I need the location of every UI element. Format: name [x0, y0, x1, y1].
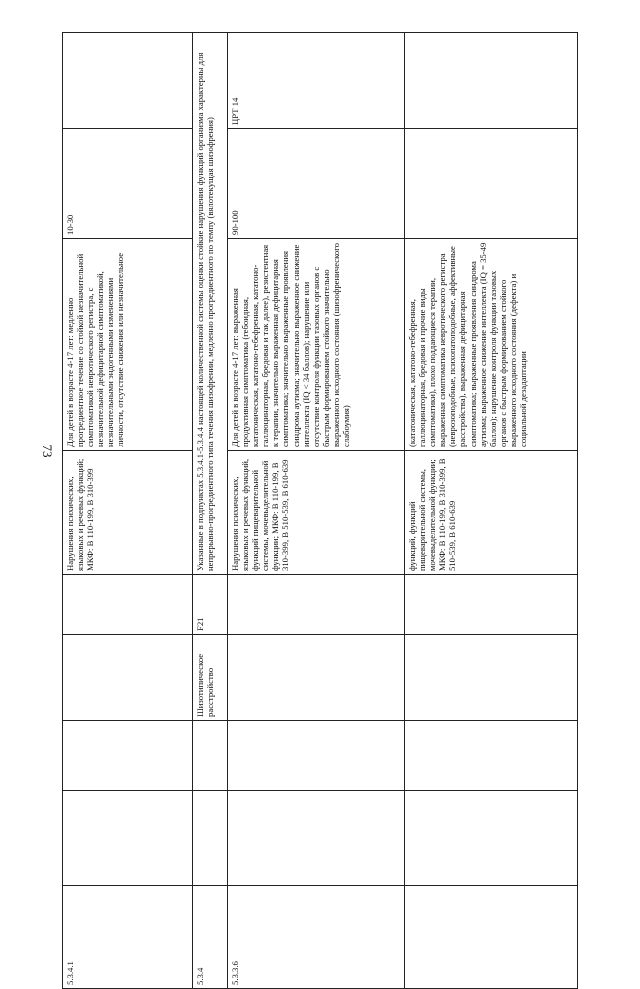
diagnosis-cell [227, 634, 405, 721]
extra2-cell [404, 790, 578, 886]
id-cell: 5.3.4.1 [62, 885, 193, 989]
page-number: 73 [40, 444, 55, 458]
extra1-cell [62, 720, 193, 791]
impairments-cell: Нарушения психических, языковых и речевых функций; МКФ: В 110-199, В 310-399 [62, 450, 193, 575]
table-rotator [62, 33, 577, 985]
diagnosis-cell [62, 634, 193, 721]
id-cell [404, 885, 578, 989]
description-cell: (кататоническая, кататоно-гебефренная, галлюцинаторная, бредовая и прочие виды симптоматики), плохо поддающиеся терапии, выраженная симптоматика невротического регистра (неврозоподобные, психопатоподобные, аффективные расстройства), выраженная дефицитарная симптоматика; выраженные проявления синдрома аутизма; выраженное снижение интеллекта (IQ = 35-49 баллов); нарушение контроля функции тазовых органов с быстрым формированием стойкого выраженного исходного состояния (дефекта) и социальной дезадаптации [404, 238, 578, 451]
code-cell [62, 574, 193, 635]
diagnosis-cell: Шизотипическое расстройство [192, 634, 228, 721]
extra1-cell [404, 720, 578, 791]
diagnosis-cell [404, 634, 578, 721]
code-cell [404, 574, 578, 635]
extra2-cell [62, 790, 193, 886]
id-cell: 5.3.3.6 [227, 885, 405, 989]
impairments-cell: Нарушения психических, языковых и речевых функций, функций пищеварительной системы, мочевыделительной функции; МКФ: В 110-199, В 310-399, В 510-539, В 610-639 [227, 450, 405, 575]
percent-cell [404, 128, 578, 239]
code-cell: F21 [192, 574, 228, 635]
description-cell: Для детей в возрасте 4-17 лет: медленно прогредиентное течение со стойкой незначительной симптоматикой невротического регистра, с незначительной дефицитарной симптоматикой, незначительными эндогенными изменениями личности, отсутствие снижения или незначительное [62, 238, 193, 451]
extra1-cell [192, 720, 228, 791]
note-cell: ЦРТ 14 [227, 32, 405, 129]
impairments-cell: функций, функций пищеварительной системы, мочевыделительной функции; МКФ: В 110-199, В 310-399, В 510-539, В 610-639 [404, 450, 578, 575]
description-cell: Для детей в возрасте 4-17 лет: выраженная продуктивная симптоматика (гебоидная, кататоническая, кататоно-гебефренная, кататоно-галлюцинаторная, бредовая и так далее), резистентная к терапии, значительно выраженная дефицитарная симптоматика; значительно выраженные проявления синдрома аутизма; значительно выраженное снижение интеллекта (IQ < 34 баллов); нарушение или отсутствие контроля функции тазовых органов с быстрым формированием стойкого значительно выраженного исходного состояния (шизофренического слабоумия) [227, 238, 405, 451]
percent-cell: 10-30 [62, 128, 193, 239]
percent-cell: 90-100 [227, 128, 405, 239]
extra2-cell [227, 790, 405, 886]
rotated-table-area [62, 33, 577, 985]
extra1-cell [227, 720, 405, 791]
note-cell [62, 32, 193, 129]
extra2-cell [192, 790, 228, 886]
note-cell [404, 32, 578, 129]
id-cell: 5.3.4 [192, 885, 228, 989]
span-text-cell: Указанные в подпунктах 5.3.4.1-5.3.4.4 настоящей количественной системы оценки стойкие нарушения функций организма характерны для непрерывно-прогредиентного типа течения шизофрении, медленно прогредиентного по темпу (вялотекущая шизофрения) [192, 32, 228, 575]
code-cell [227, 574, 405, 635]
